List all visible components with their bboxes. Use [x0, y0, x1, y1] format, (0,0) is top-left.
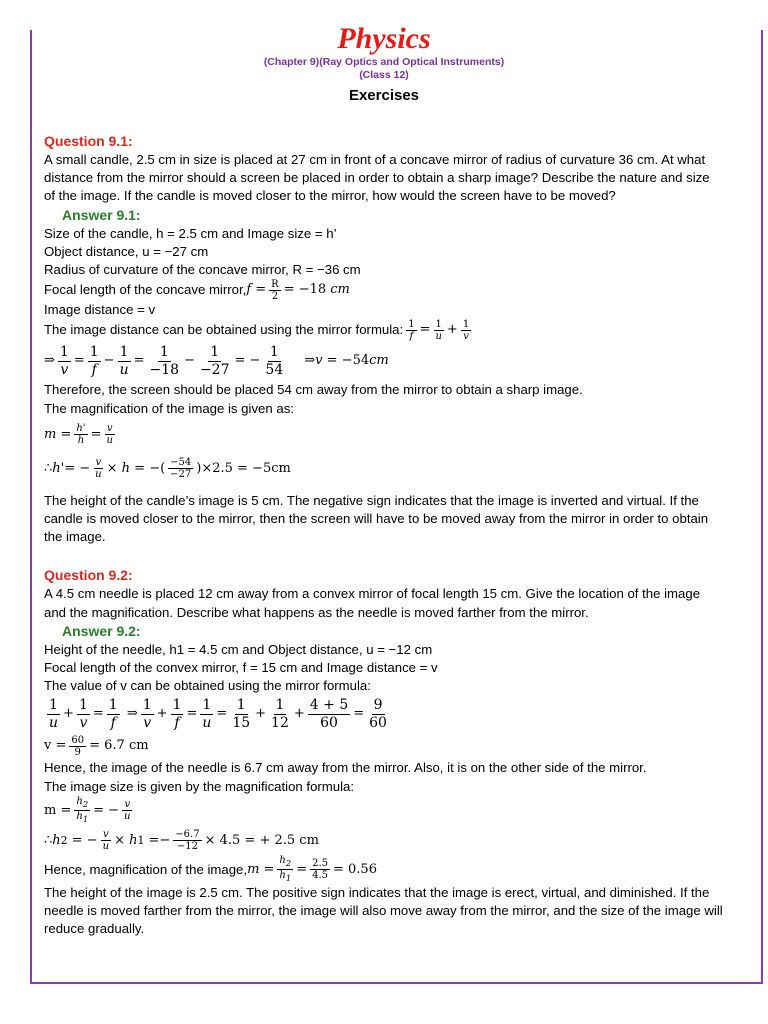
v-value-equation: v = $\frac{60}{9}$ = 6.7 cm [44, 734, 149, 758]
answer-9-1-line: Size of the candle, h = 2.5 cm and Image size = h’ [44, 225, 337, 241]
answer-9-2-line: The value of v can be obtained using the mirror formula: [44, 678, 371, 694]
question-9-2-label: Question 9.2: [44, 567, 133, 584]
answer-9-1-line: Image distance = v [44, 302, 156, 318]
mirror-formula-line: The image distance can be obtained using the mirror formula: $\frac{1}{f}$ = $\frac{1}{u}$ + $\frac{1}{v}$ [44, 318, 470, 342]
magnification-formula: m = $\frac{h'}{h}$ = $\frac{v}{u}$ [44, 423, 113, 447]
convex-mirror-equation: $\frac{1}{u}$ + $\frac{1}{v}$ = $\frac{1}{f}$ ⇒ $\frac{1}{v}$ + $\frac{1}{f}$ = $\frac{1}{u}$ = $\frac{1}{15}$ + $\frac{1}{12}$ + $\frac{4 + 5}{60}$ = $\frac{9}{60}$ [49, 696, 387, 731]
question-9-2-text: A 4.5 cm needle is placed 12 cm away from a convex mirror of focal length 15 cm. Give the location of the image and the magnification. Describe what happens as the needle is moved farther from the mirror. [44, 586, 701, 620]
chapter-subtitle: (Chapter 9)(Ray Optics and Optical Instruments) [263, 56, 505, 68]
answer-9-2-line: The image size is given by the magnification formula: [44, 778, 355, 794]
answer-9-1-line: The magnification of the image is given as: [44, 400, 294, 416]
class-subtitle: (Class 12) [359, 69, 409, 81]
question-9-1-label: Question 9.1: [44, 133, 133, 149]
magnification-result: Hence, magnification of the image, m = $\frac{h_2}{h_1}$ = $\frac{2.5}{4.5}$ = 0.56 [44, 855, 377, 884]
answer-9-1-label: Answer 9.1: [62, 206, 141, 223]
page-title: Physics [337, 22, 431, 55]
answer-9-1-line: Radius of curvature of the concave mirror, R = −36 cm [44, 262, 361, 278]
answer-9-2-line: Hence, the image of the needle is 6.7 cm away from the mirror. Also, it is on the other side of the mirror. [44, 760, 647, 776]
answer-9-2-line: Height of the needle, h1 = 4.5 cm and Object distance, u = −12 cm [44, 641, 433, 657]
answer-9-1-line: Object distance, u = −27 cm [44, 243, 209, 259]
answer-9-2-line: Focal length of the convex mirror, f = 15 cm and Image distance = v [44, 660, 438, 676]
page-header [0, 22, 768, 106]
content [44, 132, 724, 938]
image-height-h2-equation: ∴ h 2 = − $\frac{v}{u}$ × h 1 =− $\frac{-6.7}{-12}$ × 4.5 = + 2.5 cm [44, 829, 319, 853]
question-9-1-text: A small candle, 2.5 cm in size is placed at 27 cm in front of a concave mirror of radius of curvature 36 cm. At what distance from the mirror should a screen be placed in order to obtain a sharp image? Describe the nature and size of the image. If the candle is moved closer to the mirror, how would the screen have to be moved? [44, 152, 710, 204]
answer-9-2-conclusion: The height of the image is 2.5 cm. The positive sign indicates that the image is erect, virtual, and diminished. If the needle is moved farther from the mirror, the image will also move away from the mirror, and the size of the image will reduce gradually. [44, 884, 723, 937]
focal-length-equation: Focal length of the concave mirror, f = $\frac{R}{2}$ = −18 cm [44, 278, 350, 302]
answer-9-1-line: Therefore, the screen should be placed 54 cm away from the mirror to obtain a sharp image. [44, 382, 583, 398]
image-height-equation: ∴h'= − $\frac{v}{u}$ × h = −( $\frac{-54}{-27}$ )×2.5 = −5cm [44, 457, 291, 481]
answer-9-1-conclusion: The height of the candle’s image is 5 cm. The negative sign indicates that the image is inverted and virtual. If the candle is moved closer to the mirror, then the screen will have to be moved away from the mirror in order to obtain the image. [44, 492, 709, 545]
image-distance-equation: ⇒ $\frac{1}{v}$ = $\frac{1}{f}$ − $\frac{1}{u}$ = $\frac{1}{-18}$ − $\frac{1}{-27}$ = − $\frac{1}{54}$ ⇒ v = −54 cm [44, 343, 389, 378]
exercises-heading: Exercises [348, 87, 420, 104]
magnification-ratio: m = $\frac{h_2}{h_1}$ = − $\frac{v}{u}$ [44, 796, 131, 825]
answer-9-2-label: Answer 9.2: [62, 622, 141, 639]
